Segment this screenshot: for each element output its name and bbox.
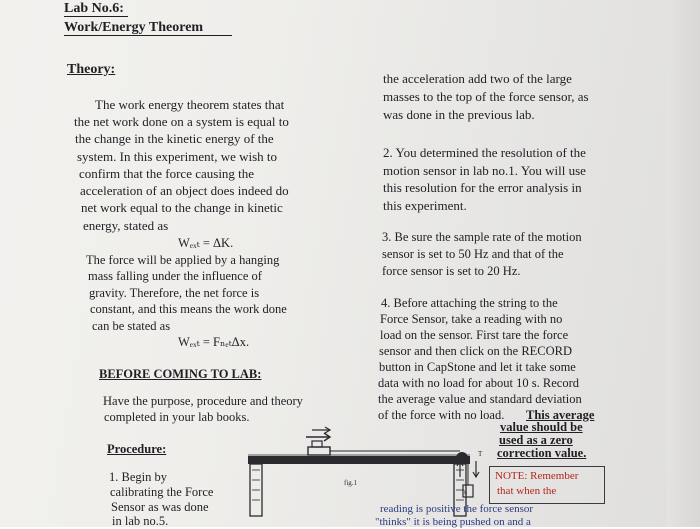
theory-line: energy, stated as	[83, 218, 169, 233]
zero-correction-emphasis: value should be	[500, 420, 583, 434]
procedure-step-1-line: in lab no.5.	[112, 514, 169, 528]
theory-line: confirm that the force causing the	[79, 166, 255, 181]
theory-line: The force will be applied by a hanging	[86, 253, 280, 267]
before-lab-line: Have the purpose, procedure and theory	[103, 394, 303, 408]
lab-title-underline	[64, 35, 232, 36]
theory-line: net work equal to the change in kinetic	[81, 200, 283, 215]
step-2-line: this resolution for the error analysis in	[383, 180, 582, 195]
step-4-line: data with no load for about 10 s. Record	[378, 376, 579, 390]
procedure-step-1-line: 1. Begin by	[109, 470, 167, 484]
zero-correction-emphasis: This average	[526, 408, 595, 422]
zero-correction-emphasis: used as a zero	[499, 433, 573, 447]
cart	[308, 447, 330, 455]
track	[248, 456, 470, 464]
step-4-line: sensor and then click on the RECORD	[379, 344, 573, 358]
note-line: NOTE: Remember	[495, 470, 579, 482]
right-intro-line: the acceleration add two of the large	[383, 71, 572, 86]
theory-line: constant, and this means the work done	[90, 302, 287, 316]
figure-caption: fig.1	[344, 479, 358, 487]
procedure-step-1-line: calibrating the Force	[110, 485, 214, 499]
step-2-line: motion sensor in lab no.1. You will use	[383, 163, 586, 178]
zero-correction-emphasis: correction value.	[497, 446, 587, 460]
before-lab-heading: BEFORE COMING TO LAB:	[99, 367, 262, 381]
step-4-line: of the force with no load.	[378, 408, 505, 422]
theory-line: The work energy theorem states that	[95, 97, 285, 112]
step-4-line: load on the sensor. First tare the force	[380, 328, 569, 342]
theory-line: acceleration of an object does indeed do	[80, 183, 289, 198]
lab-title: Work/Energy Theorem	[64, 20, 204, 35]
before-lab-line: completed in your lab books.	[104, 410, 250, 424]
step-3-line: force sensor is set to 20 Hz.	[382, 264, 521, 278]
equation-work-force: Wₑₓₜ = FₙₑₜΔx.	[178, 335, 250, 349]
procedure-step-1-line: Sensor as was done	[111, 500, 209, 514]
lab-number-underline	[64, 16, 128, 17]
bottom-line: "thinks" it is being pushed on and a	[375, 516, 531, 528]
force-sensor	[312, 441, 322, 447]
pulley	[456, 452, 468, 464]
right-intro-line: was done in the previous lab.	[383, 107, 535, 122]
lab-number: Lab No.6:	[64, 1, 124, 16]
procedure-heading: Procedure:	[107, 442, 167, 456]
step-4-line: 4. Before attaching the string to the	[381, 296, 558, 310]
page-edge	[666, 0, 700, 527]
theory-line: system. In this experiment, we wish to	[77, 149, 278, 164]
right-intro-line: masses to the top of the force sensor, as	[383, 89, 589, 104]
step-4-line: Force Sensor, take a reading with no	[380, 312, 563, 326]
tension-label: T	[478, 450, 483, 458]
note-line: that when the	[497, 485, 557, 497]
step-3-line: sensor is set to 50 Hz and that of the	[382, 247, 564, 261]
theory-line: gravity. Therefore, the net force is	[89, 286, 260, 300]
step-2-line: this experiment.	[383, 198, 467, 213]
equation-work-energy: Wₑₓₜ = ΔK.	[178, 236, 234, 250]
bottom-line: reading is positive the force sensor	[380, 503, 534, 515]
theory-heading: Theory:	[67, 62, 116, 77]
theory-line: the change in the kinetic energy of the	[75, 131, 274, 146]
step-4-line: the average value and standard deviation	[378, 392, 582, 406]
step-2-line: 2. You determined the resolution of the	[383, 145, 586, 160]
theory-line: can be stated as	[92, 319, 171, 333]
theory-line: the net work done on a system is equal to	[74, 114, 289, 129]
step-3-line: 3. Be sure the sample rate of the motion	[382, 230, 582, 244]
theory-line: mass falling under the influence of	[88, 269, 262, 283]
step-4-line: button in CapStone and let it take some	[379, 360, 576, 374]
weight-label: g	[464, 489, 467, 495]
